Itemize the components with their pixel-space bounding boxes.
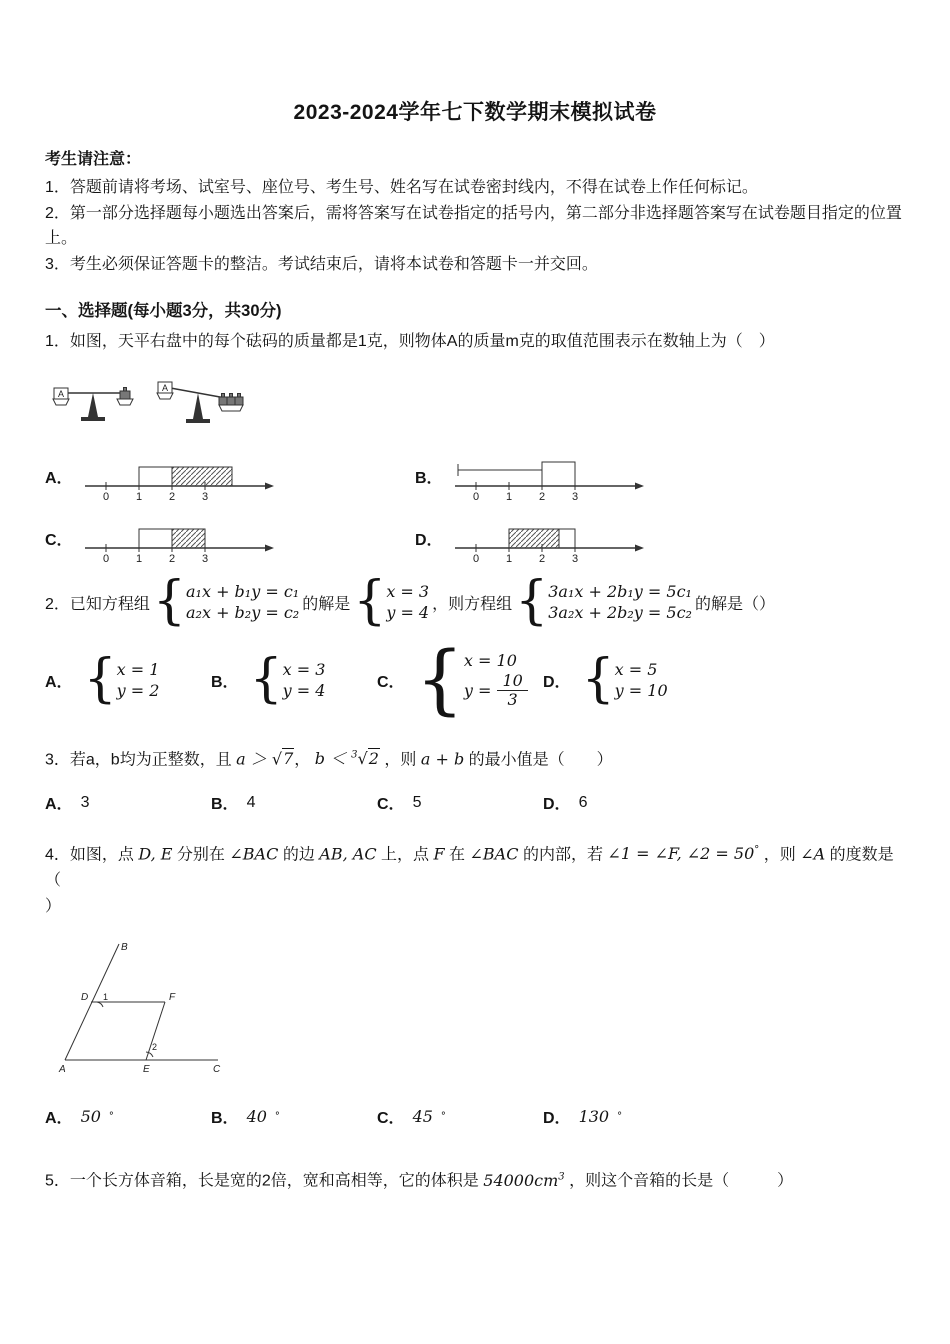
svg-text:D: D [81, 992, 89, 1004]
equation-line: 3a₂x + 2b₂y = 5c₂ [548, 603, 692, 623]
q3-stem: 3．若a，b均为正整数，且 a ＞ √7， b ＜ $^3$√2 ，则 a + b 的最小值是（ ） [45, 749, 613, 769]
q1-stem: 1．如图，天平右盘中的每个砝码的质量都是1克，则物体A的质量m克的取值范围表示在数轴上为（ ） [45, 333, 775, 350]
equation-line: x = 3 [386, 582, 430, 602]
option-label: D． [415, 531, 443, 549]
q1-option-A [45, 450, 415, 502]
svg-text:2: 2 [538, 491, 545, 502]
equation-line: a₂x + b₂y = c₂ [186, 603, 300, 623]
svg-text:2: 2 [152, 1042, 158, 1053]
brace-glyph: { [353, 571, 387, 631]
q1-options-row-2 [45, 512, 905, 564]
option-label: B． [211, 673, 239, 691]
q4-option-B: B． 40 ° [211, 1107, 280, 1128]
q4-options [45, 1105, 905, 1128]
svg-text:3: 3 [571, 553, 578, 564]
q2-text-3: ，则方程组 [432, 595, 513, 613]
q5-text-2: ，则这个音箱的长是（ ） [569, 1172, 794, 1190]
equation-line: y = 4 [386, 603, 430, 623]
q4-geometry-figure [53, 940, 905, 1087]
section-header: 一、选择题(每小题3分，共30分) [45, 302, 282, 320]
brace-glyph: { [515, 571, 549, 631]
option-label: A． [45, 469, 73, 487]
brace-glyph: { [83, 649, 117, 710]
number-line-D [451, 512, 646, 564]
number-line-B [451, 450, 646, 502]
balance-scales-image [49, 363, 259, 441]
q2-option-B: B． { x = 3 y = 4 [211, 649, 326, 710]
q2-option-A: A． { x = 1 y = 2 [45, 649, 160, 710]
q1-option-B [415, 450, 785, 502]
q1-balance-figure [49, 363, 905, 446]
number-line-A [81, 450, 276, 502]
solution-system [353, 571, 430, 631]
notice-item-3: 3．考生必须保证答题卡的整洁。考试结束后，请将本试卷和答题卡一并交回。 [45, 256, 598, 273]
math-a-gt-sqrt7: a ＞ √7 [236, 749, 294, 769]
q3-text-3: 的最小值是（ ） [468, 751, 613, 769]
svg-text:A: A [59, 1064, 66, 1076]
option-label: B． [415, 469, 443, 487]
q3-option-A: A． 3 [45, 793, 90, 814]
page-title: 2023-2024学年七下数学期末模拟试卷 [293, 101, 657, 124]
brace-glyph: { [581, 649, 615, 710]
svg-text:1: 1 [505, 553, 512, 564]
svg-text:0: 0 [472, 491, 479, 502]
q5-text-1: 5．一个长方体音箱，长是宽的2倍，宽和高相等，它的体积是 [45, 1172, 479, 1190]
math-angle-equation: ∠1 = ∠F, ∠2 = 50° [607, 844, 760, 864]
math-volume: $54000cm^3$ [483, 1170, 565, 1190]
svg-text:F: F [169, 992, 176, 1004]
balance-scale-2 [157, 382, 243, 423]
brace-glyph: { [152, 571, 186, 631]
svg-text:1: 1 [505, 491, 512, 502]
math-angle-BAC: ∠BAC [229, 844, 279, 864]
svg-text:0: 0 [102, 491, 109, 502]
svg-text:3: 3 [571, 491, 578, 502]
option-label: A． [45, 673, 73, 691]
q3-option-C: C． 5 [377, 793, 422, 814]
svg-text:1: 1 [135, 553, 142, 564]
option-label: C． [45, 531, 73, 549]
equation-system-1 [152, 571, 300, 631]
svg-text:E: E [143, 1064, 150, 1076]
q1-options-row-1 [45, 450, 905, 502]
svg-text:C: C [213, 1064, 221, 1076]
math-a-plus-b: a + b [420, 749, 465, 769]
option-label: D． [543, 673, 571, 691]
q4-option-C: C． 45 ° [377, 1107, 446, 1128]
angle-figure [53, 940, 233, 1082]
q1-option-D [415, 512, 785, 564]
q4-option-A: A． 50 ° [45, 1107, 114, 1128]
math-angle-BAC-2: ∠BAC [469, 844, 519, 864]
svg-text:3: 3 [201, 553, 208, 564]
math-b-lt-cbrt2: b ＜ $^3$√2 [314, 749, 379, 769]
q2-option-D: D． { x = 5 y = 10 [543, 649, 668, 710]
math-F: F [433, 844, 445, 864]
equation-system-2 [515, 571, 692, 631]
svg-text:0: 0 [472, 553, 479, 564]
q3-options [45, 791, 905, 814]
q2-text-4: 的解是（） [694, 595, 775, 613]
svg-text:2: 2 [168, 553, 175, 564]
svg-text:2: 2 [168, 491, 175, 502]
q3-option-B: B． 4 [211, 793, 256, 814]
svg-text:A: A [57, 389, 65, 399]
fraction: $\frac{10}{3}$ [497, 672, 527, 710]
svg-text:A: A [161, 383, 169, 393]
q5-stem [45, 1164, 905, 1194]
q2-options [45, 634, 905, 724]
brace-glyph: { [249, 649, 283, 710]
number-line-C [81, 512, 276, 564]
equation-line: 3a₁x + 2b₁y = 5c₁ [548, 582, 692, 602]
notice-header: 考生请注意： [45, 151, 142, 168]
notice-item-1: 1．答题前请将考场、试室号、座位号、考生号、姓名写在试卷密封线内，不得在试卷上作任何标记。 [45, 179, 758, 196]
balance-scale-1 [53, 388, 133, 422]
svg-text:B: B [121, 942, 128, 954]
math-angle-A: ∠A [800, 844, 826, 864]
q2-text-2: 的解是 [302, 595, 351, 613]
svg-text:2: 2 [538, 553, 545, 564]
equation-line: a₁x + b₁y = c₁ [186, 582, 300, 602]
brace-glyph: { [415, 634, 464, 724]
q2-text-1: 2．已知方程组 [45, 595, 150, 613]
q3-text-1: 3．若a，b均为正整数，且 [45, 751, 232, 769]
svg-text:1: 1 [103, 992, 109, 1003]
svg-text:1: 1 [135, 491, 142, 502]
q3-text-2: ，则 [384, 751, 417, 769]
q1-option-C [45, 512, 415, 564]
svg-text:0: 0 [102, 553, 109, 564]
q2-option-C: C． { x = 10 y = $\frac{10}{3}$ [377, 648, 543, 713]
option-label: C． [377, 673, 405, 691]
math-DE: D, E [138, 844, 173, 864]
q4-option-D: D． 130 ° [543, 1107, 623, 1128]
q2-stem [45, 571, 905, 631]
q4-stem: 4．如图，点 D, E 分别在 ∠BAC 的边 AB, AC 上，点 F 在 ∠BAC 的内部，若 ∠1 = ∠F, ∠2 = 50° ，则 ∠A 的度数是（ ） [45, 844, 894, 916]
math-AB-AC: AB, AC [319, 844, 377, 864]
svg-text:3: 3 [201, 491, 208, 502]
notice-item-2: 2．第一部分选择题每小题选出答案后，需将答案写在试卷指定的括号内，第二部分非选择题答案写在试卷题目指定的位置上。 [45, 205, 902, 247]
q3-option-D: D． 6 [543, 793, 588, 814]
